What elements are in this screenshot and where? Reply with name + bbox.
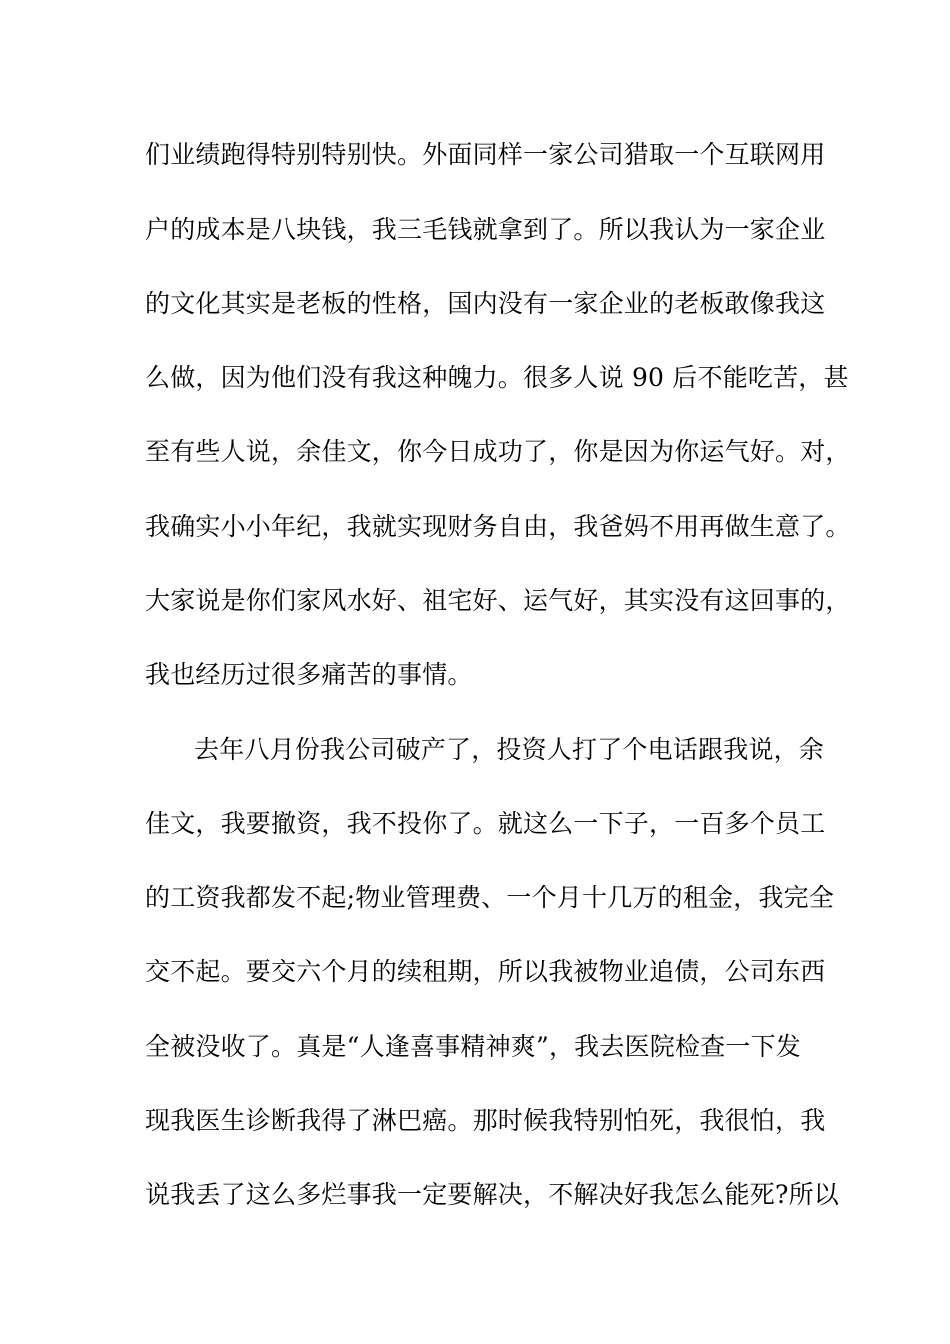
text-line: 大家说是你们家风水好、祖宅好、运气好，其实没有这回事的， <box>145 586 851 615</box>
text-line: 交不起。要交六个月的续租期，所以我被物业追债，公司东西 <box>145 957 826 986</box>
text-line: 的工资我都发不起;物业管理费、一个月十几万的租金，我完全 <box>145 883 835 912</box>
text-line: 说我丢了这么多烂事我一定要解决，不解决好我怎么能死?所以 <box>145 1180 840 1209</box>
text-line: 全被没收了。真是“人逢喜事精神爽”，我去医院检查一下发 <box>145 1032 801 1061</box>
text-line: 户的成本是八块钱，我三毛钱就拿到了。所以我认为一家企业 <box>145 215 826 244</box>
text-line: 们业绩跑得特别特别快。外面同样一家公司猎取一个互联网用 <box>145 140 826 169</box>
text-line: 么做，因为他们没有我这种魄力。很多人说 90 后不能吃苦，甚 <box>145 363 849 392</box>
text-line: 我确实小小年纪，我就实现财务自由，我爸妈不用再做生意了。 <box>145 512 851 541</box>
text-line: 我也经历过很多痛苦的事情。 <box>145 660 473 689</box>
text-line: 现我医生诊断我得了淋巴癌。那时候我特别怕死，我很怕，我 <box>145 1106 826 1135</box>
text-line: 的文化其实是老板的性格，国内没有一家企业的老板敢像我这 <box>145 289 826 318</box>
text-line: 至有些人说，余佳文，你今日成功了，你是因为你运气好。对， <box>145 437 851 466</box>
paragraph-first-line: 去年八月份我公司破产了，投资人打了个电话跟我说，余 <box>194 735 825 764</box>
text-line: 佳文，我要撤资，我不投你了。就这么一下子，一百多个员工 <box>145 809 826 838</box>
